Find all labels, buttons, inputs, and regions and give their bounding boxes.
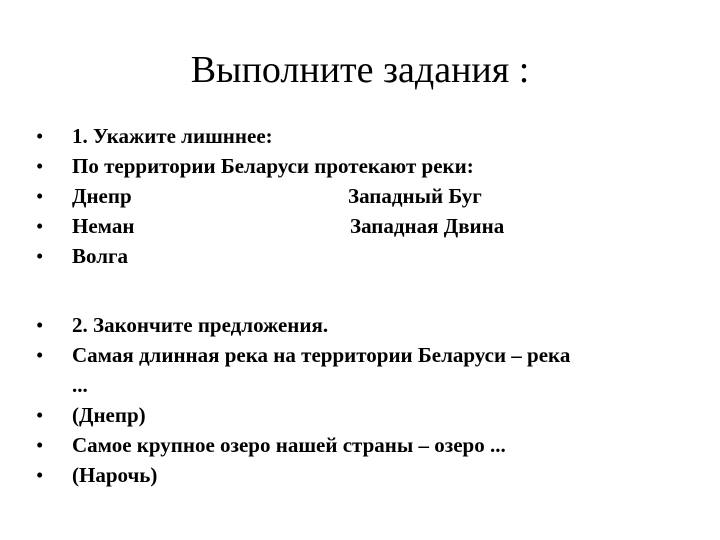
task1-list — [36, 121, 696, 271]
bullet: • — [36, 184, 44, 208]
bullet: • — [36, 343, 44, 367]
list-item — [36, 121, 696, 151]
bullet: • — [36, 313, 44, 337]
task1-prompt: По территории Беларуси протекают реки: — [72, 154, 474, 178]
sentence2: Самое крупное озеро нашей страны – озеро ... — [72, 433, 506, 457]
list-item — [36, 340, 696, 400]
bullet: • — [36, 244, 44, 268]
river-neman: Неман — [72, 214, 135, 238]
river-western-bug: Западный Буг — [348, 184, 482, 208]
list-item — [36, 310, 696, 340]
sentence1-line2: ... — [72, 373, 88, 397]
bullet: • — [36, 403, 44, 427]
sentence1-line1: Самая длинная река на территории Беларуси – река — [72, 343, 571, 367]
list-item — [36, 181, 696, 211]
bullet: • — [36, 214, 44, 238]
river-dnepr: Днепр — [72, 184, 132, 208]
list-item — [36, 151, 696, 181]
bullet: • — [36, 433, 44, 457]
slide-title: Выполните задания : — [190, 49, 530, 91]
bullet: • — [36, 463, 44, 487]
list-item — [36, 460, 696, 490]
task2-heading: 2. Закончите предложения. — [72, 313, 329, 337]
list-item — [36, 211, 696, 241]
task1-heading: 1. Укажите лишннее: — [72, 124, 273, 148]
river-volga: Волга — [72, 244, 129, 268]
bullet: • — [36, 124, 44, 148]
answer1: (Днепр) — [72, 403, 146, 427]
list-item — [36, 400, 696, 430]
river-western-dvina: Западная Двина — [350, 214, 505, 238]
list-item — [36, 241, 696, 271]
list-item — [36, 430, 696, 460]
task2-list — [36, 310, 696, 490]
answer2: (Нарочь) — [72, 463, 158, 487]
bullet: • — [36, 154, 44, 178]
